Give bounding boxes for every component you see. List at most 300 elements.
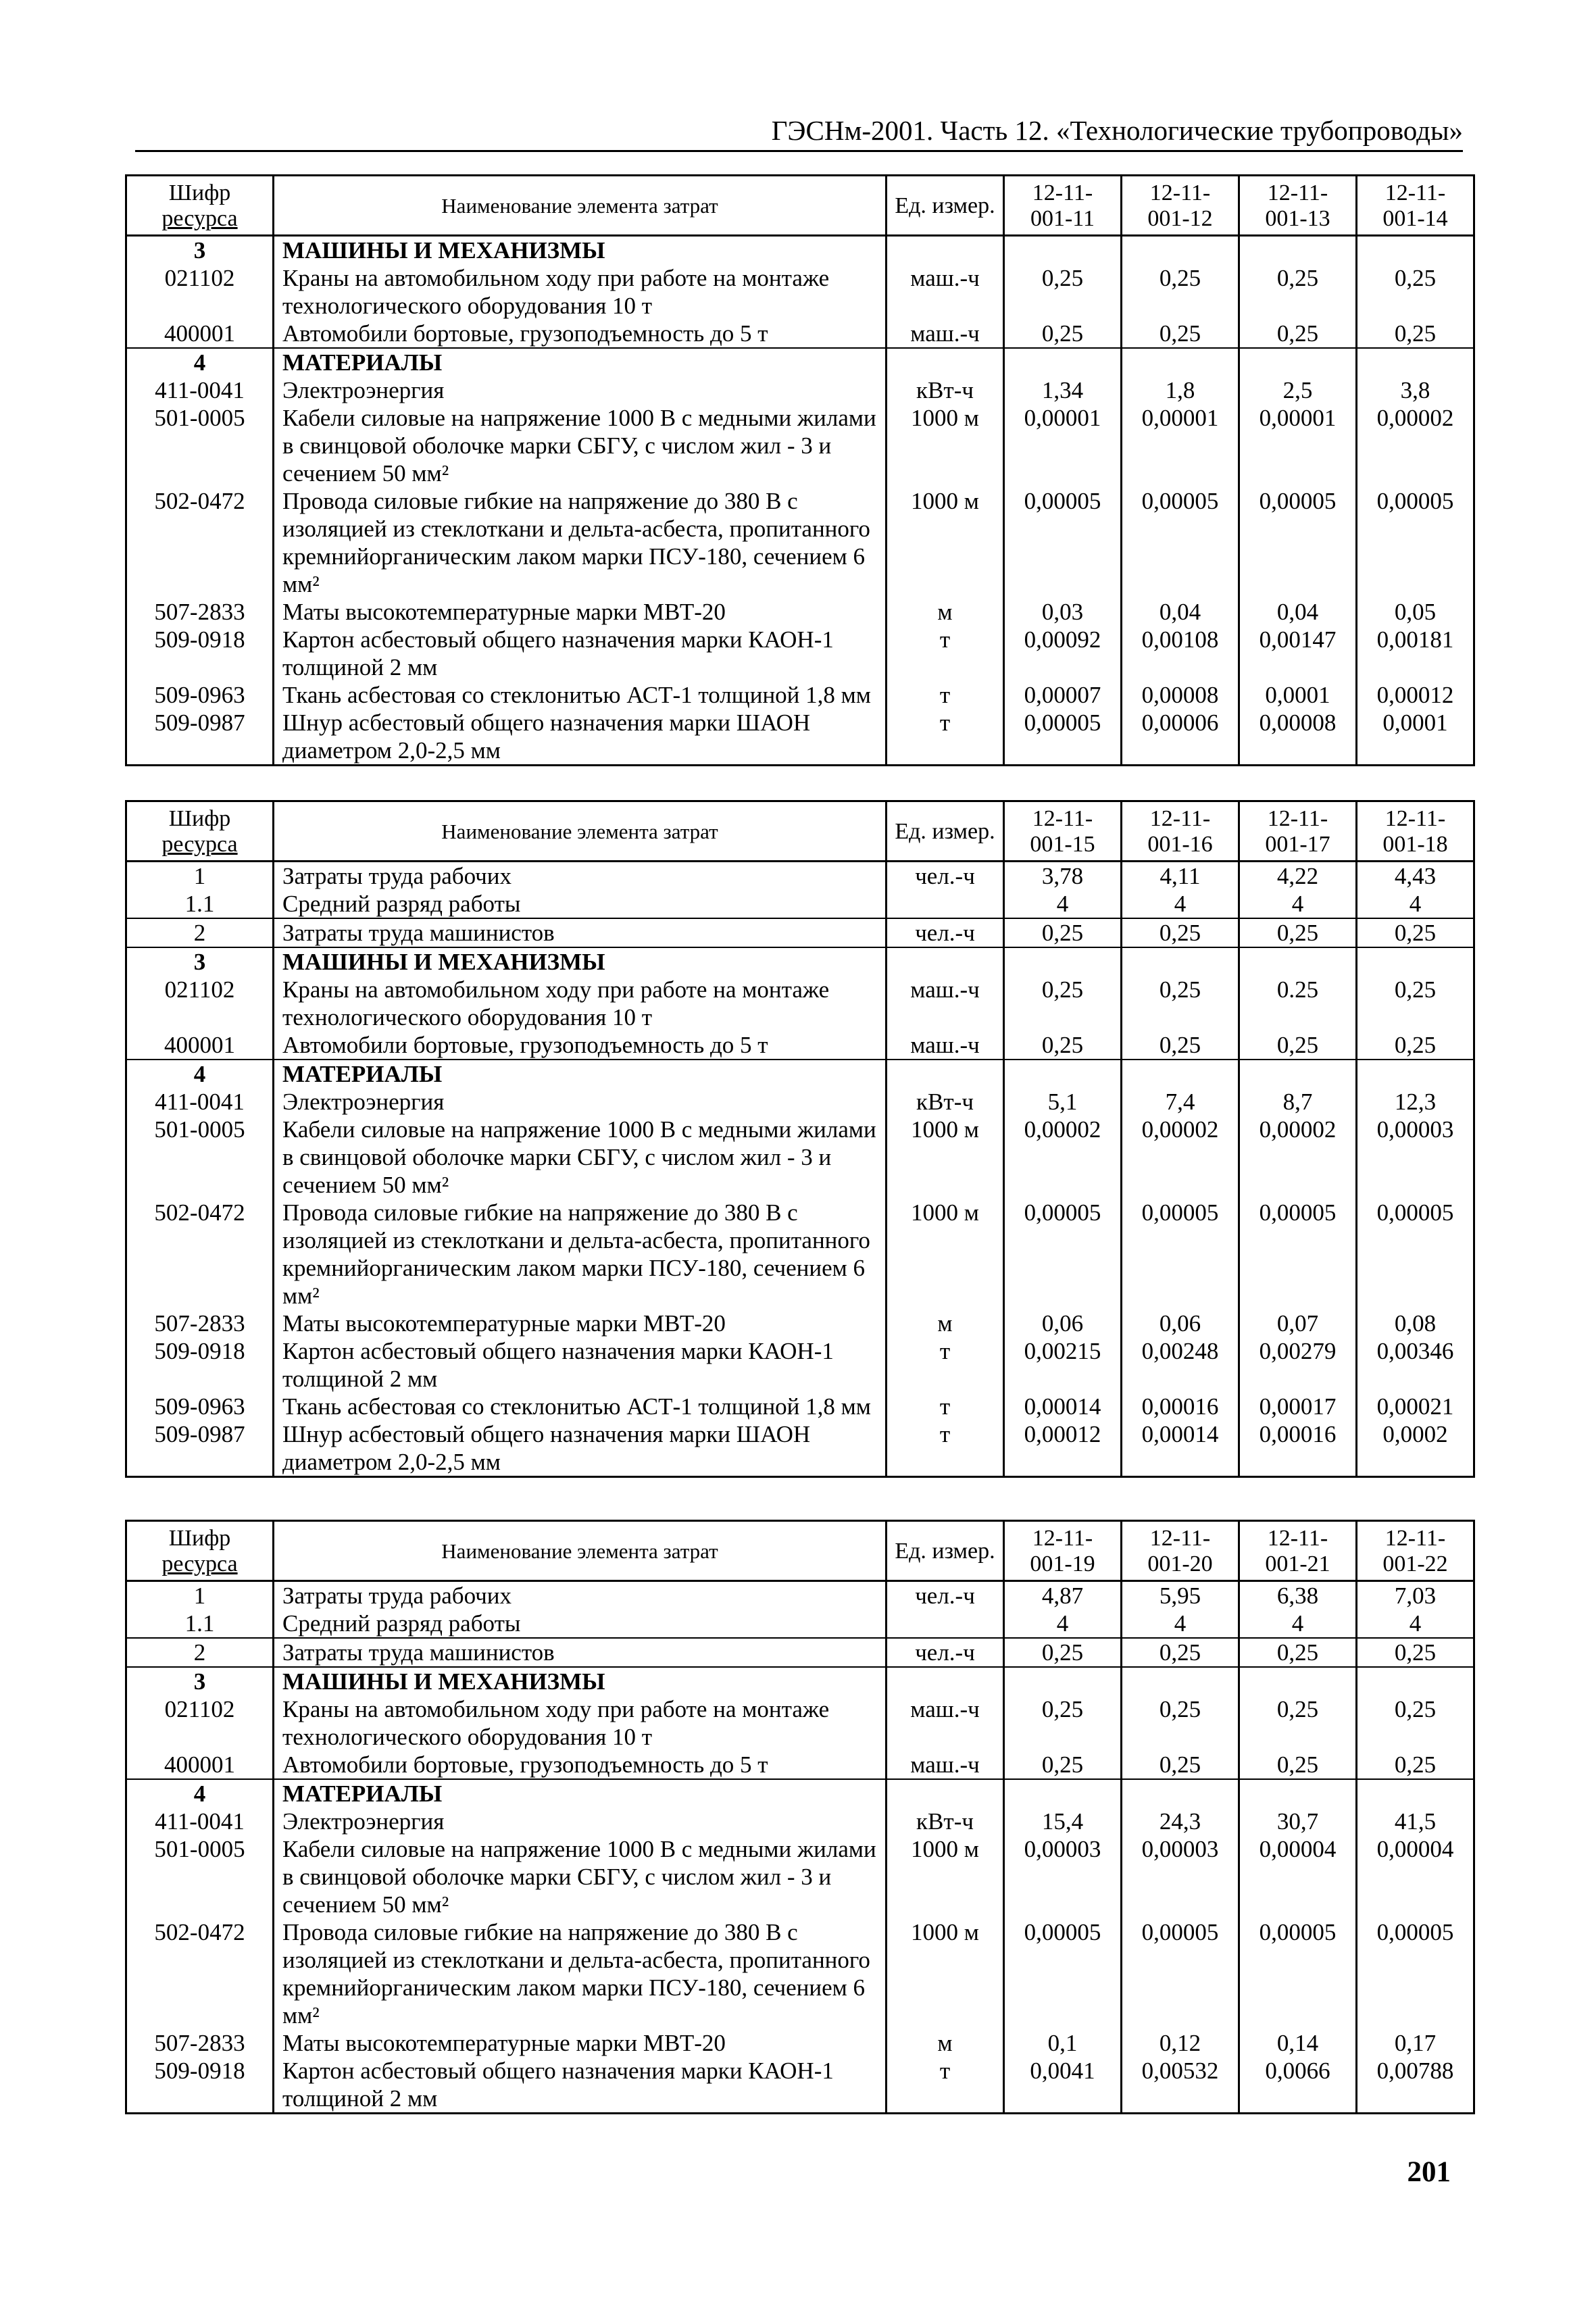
value-cell: 0,00002 [1122, 1116, 1239, 1199]
resource-code-cell: 4 [126, 1779, 274, 1808]
value-cell: 0,00005 [1122, 487, 1239, 598]
value-cell [1122, 1667, 1239, 1695]
value-cell: 0,25 [1357, 976, 1474, 1031]
table-row [126, 1420, 1474, 1477]
norm-code-line1: 12-11- [1032, 180, 1093, 205]
unit-cell: кВт-ч [887, 1088, 1004, 1116]
value-cell: 0,07 [1239, 1310, 1357, 1337]
resource-code-cell: 502-0472 [126, 1199, 274, 1310]
unit-cell [887, 890, 1004, 918]
value-cell [1239, 348, 1357, 376]
resource-code-cell: 502-0472 [126, 1918, 274, 2029]
header-code-line2: ресурса [161, 1551, 238, 1576]
resource-code-cell: 501-0005 [126, 404, 274, 487]
value-cell: 0,00005 [1357, 1199, 1474, 1310]
header-name-cell: Наименование элемента затрат [274, 1521, 887, 1581]
resource-code-cell: 3 [126, 1667, 274, 1695]
norm-code-line2: 001-16 [1147, 832, 1213, 857]
table-row [126, 1610, 1474, 1638]
cost-element-name-cell: Электроэнергия [274, 376, 887, 404]
value-cell: 0,25 [1004, 1695, 1122, 1751]
header-unit-cell: Ед. измер. [887, 801, 1004, 862]
resource-code-cell: 021102 [126, 264, 274, 320]
table-row [126, 1031, 1474, 1060]
value-cell [1357, 1779, 1474, 1808]
value-cell: 0,25 [1239, 1031, 1357, 1060]
header-norm-code-cell [1239, 801, 1357, 862]
table-row [126, 709, 1474, 766]
value-cell: 4,11 [1122, 862, 1239, 891]
cost-element-name-cell: Краны на автомобильном ходу при работе на монтаже технологического оборудования 10 т [274, 976, 887, 1031]
value-cell: 4,22 [1239, 862, 1357, 891]
value-cell: 0,25 [1004, 1638, 1122, 1667]
value-cell [1357, 1060, 1474, 1088]
table-row [126, 376, 1474, 404]
value-cell: 0,00001 [1004, 404, 1122, 487]
value-cell: 0,00181 [1357, 626, 1474, 681]
cost-element-name-cell: Автомобили бортовые, грузоподъемность до 5 т [274, 1751, 887, 1779]
value-cell [1122, 1779, 1239, 1808]
value-cell: 0,25 [1357, 264, 1474, 320]
value-cell [1357, 348, 1474, 376]
unit-cell: кВт-ч [887, 376, 1004, 404]
value-cell: 0,00016 [1122, 1393, 1239, 1420]
unit-cell: чел.-ч [887, 862, 1004, 891]
header-norm-code-cell [1004, 1521, 1122, 1581]
cost-element-name-cell: Автомобили бортовые, грузоподъемность до 5 т [274, 320, 887, 348]
table-row [126, 1779, 1474, 1808]
resource-code-cell: 509-0987 [126, 709, 274, 766]
cost-element-name-cell: Картон асбестовый общего назначения марки КАОН-1 толщиной 2 мм [274, 2057, 887, 2114]
unit-cell: 1000 м [887, 487, 1004, 598]
cost-element-name-cell: МАШИНЫ И МЕХАНИЗМЫ [274, 236, 887, 265]
value-cell: 0,00005 [1004, 487, 1122, 598]
table-row [126, 976, 1474, 1031]
header-norm-code-cell [1239, 1521, 1357, 1581]
value-cell: 0,25 [1357, 918, 1474, 947]
unit-cell [887, 1667, 1004, 1695]
table-row [126, 862, 1474, 891]
cost-element-name-cell: Маты высокотемпературные марки МВТ-20 [274, 1310, 887, 1337]
table-row [126, 681, 1474, 709]
value-cell: 0,00007 [1004, 681, 1122, 709]
unit-cell: маш.-ч [887, 1031, 1004, 1060]
value-cell [1239, 947, 1357, 976]
resource-code-cell: 507-2833 [126, 598, 274, 626]
unit-cell: 1000 м [887, 1835, 1004, 1918]
value-cell: 0,25 [1239, 1695, 1357, 1751]
value-cell: 0,06 [1122, 1310, 1239, 1337]
resource-code-cell: 509-0918 [126, 2057, 274, 2114]
header-code-line1: Шифр [168, 180, 231, 205]
table-row [126, 918, 1474, 947]
resource-code-cell: 509-0963 [126, 1393, 274, 1420]
table-row [126, 1060, 1474, 1088]
header-norm-code-cell [1357, 1521, 1474, 1581]
norm-code-line2: 001-12 [1147, 206, 1213, 231]
value-cell: 0,00002 [1357, 404, 1474, 487]
cost-element-name-cell: Затраты труда машинистов [274, 1638, 887, 1667]
norm-code-line2: 001-18 [1382, 832, 1448, 857]
value-cell: 4,87 [1004, 1581, 1122, 1610]
unit-cell: 1000 м [887, 1116, 1004, 1199]
table-row [126, 1695, 1474, 1751]
value-cell: 0,08 [1357, 1310, 1474, 1337]
cost-element-name-cell: Картон асбестовый общего назначения марки КАОН-1 толщиной 2 мм [274, 626, 887, 681]
value-cell: 0,00005 [1122, 1199, 1239, 1310]
table-row [126, 1751, 1474, 1779]
unit-cell: м [887, 598, 1004, 626]
table-row [126, 1393, 1474, 1420]
header-name-cell: Наименование элемента затрат [274, 801, 887, 862]
value-cell: 0,25 [1357, 1695, 1474, 1751]
header-norm-code-cell [1122, 801, 1239, 862]
unit-cell: т [887, 1420, 1004, 1477]
header-unit-cell: Ед. измер. [887, 176, 1004, 236]
cost-element-name-cell: Электроэнергия [274, 1088, 887, 1116]
cost-element-name-cell: МАТЕРИАЛЫ [274, 1779, 887, 1808]
cost-element-name-cell: Маты высокотемпературные марки МВТ-20 [274, 598, 887, 626]
resource-code-cell: 2 [126, 1638, 274, 1667]
unit-cell [887, 1779, 1004, 1808]
table-row [126, 1337, 1474, 1393]
unit-cell: т [887, 1393, 1004, 1420]
table-row [126, 890, 1474, 918]
value-cell: 7,4 [1122, 1088, 1239, 1116]
value-cell: 0,04 [1122, 598, 1239, 626]
resource-code-cell: 507-2833 [126, 2029, 274, 2057]
value-cell: 2,5 [1239, 376, 1357, 404]
page-header: ГЭСНм-2001. Часть 12. «Технологические трубопроводы» [771, 115, 1463, 146]
value-cell: 0,0002 [1357, 1420, 1474, 1477]
value-cell: 0,00005 [1239, 1199, 1357, 1310]
value-cell: 0,25 [1122, 1751, 1239, 1779]
value-cell: 0.25 [1239, 976, 1357, 1031]
unit-cell: маш.-ч [887, 1695, 1004, 1751]
value-cell: 24,3 [1122, 1808, 1239, 1835]
value-cell: 0,14 [1239, 2029, 1357, 2057]
table-row [126, 1808, 1474, 1835]
value-cell [1239, 236, 1357, 265]
norm-code-line2: 001-21 [1265, 1551, 1330, 1576]
value-cell: 0,25 [1004, 264, 1122, 320]
value-cell: 0,00008 [1122, 681, 1239, 709]
table-row [126, 2057, 1474, 2114]
value-cell: 7,03 [1357, 1581, 1474, 1610]
value-cell: 0,25 [1239, 918, 1357, 947]
norm-code-line1: 12-11- [1385, 180, 1446, 205]
value-cell [1004, 1060, 1122, 1088]
cost-element-name-cell: Ткань асбестовая со стеклонитью АСТ-1 толщиной 1,8 мм [274, 681, 887, 709]
table-row [126, 598, 1474, 626]
norms-table-1 [125, 174, 1475, 766]
table-row [126, 1088, 1474, 1116]
value-cell: 0,00005 [1239, 487, 1357, 598]
norm-code-line2: 001-20 [1147, 1551, 1213, 1576]
value-cell: 0,03 [1004, 598, 1122, 626]
value-cell: 0,25 [1122, 976, 1239, 1031]
value-cell: 0,00279 [1239, 1337, 1357, 1393]
cost-element-name-cell: Шнур асбестовый общего назначения марки ШАОН диаметром 2,0-2,5 мм [274, 709, 887, 766]
header-rule [135, 150, 1463, 152]
value-cell: 0,00003 [1004, 1835, 1122, 1918]
value-cell: 0,25 [1357, 320, 1474, 348]
value-cell: 0,00006 [1122, 709, 1239, 766]
value-cell: 41,5 [1357, 1808, 1474, 1835]
header-norm-code-cell [1004, 801, 1122, 862]
value-cell: 5,1 [1004, 1088, 1122, 1116]
value-cell: 4,43 [1357, 862, 1474, 891]
value-cell: 0,25 [1239, 1751, 1357, 1779]
unit-cell [887, 1610, 1004, 1638]
cost-element-name-cell: Затраты труда рабочих [274, 1581, 887, 1610]
resource-code-cell: 4 [126, 348, 274, 376]
norm-code-line1: 12-11- [1032, 1526, 1093, 1551]
cost-element-name-cell: Провода силовые гибкие на напряжение до 380 В с изоляцией из стеклоткани и дельта-асбеста, пропитанного кремнийорганическим лаком марки ПСУ-180, сечением 6 мм² [274, 1918, 887, 2029]
cost-element-name-cell: Затраты труда машинистов [274, 918, 887, 947]
value-cell: 0,25 [1357, 1751, 1474, 1779]
value-cell: 0,1 [1004, 2029, 1122, 2057]
norm-code-line2: 001-15 [1030, 832, 1095, 857]
value-cell: 0,0001 [1239, 681, 1357, 709]
table-row [126, 1116, 1474, 1199]
value-cell: 12,3 [1357, 1088, 1474, 1116]
table-row [126, 1199, 1474, 1310]
unit-cell: чел.-ч [887, 918, 1004, 947]
value-cell [1239, 1779, 1357, 1808]
table-row [126, 404, 1474, 487]
unit-cell: маш.-ч [887, 976, 1004, 1031]
value-cell: 0,25 [1122, 1638, 1239, 1667]
resource-code-cell: 1.1 [126, 890, 274, 918]
value-cell: 0,00012 [1004, 1420, 1122, 1477]
value-cell: 0,00008 [1239, 709, 1357, 766]
value-cell: 4 [1004, 1610, 1122, 1638]
resource-code-cell: 509-0918 [126, 1337, 274, 1393]
table-header-row [126, 1521, 1474, 1581]
value-cell: 0,25 [1239, 320, 1357, 348]
unit-cell: маш.-ч [887, 1751, 1004, 1779]
resource-code-cell: 400001 [126, 1751, 274, 1779]
value-cell [1122, 236, 1239, 265]
value-cell: 0,17 [1357, 2029, 1474, 2057]
value-cell: 6,38 [1239, 1581, 1357, 1610]
resource-code-cell: 1 [126, 1581, 274, 1610]
value-cell [1239, 1667, 1357, 1695]
header-name-cell: Наименование элемента затрат [274, 176, 887, 236]
value-cell: 0,0041 [1004, 2057, 1122, 2114]
value-cell: 0,0066 [1239, 2057, 1357, 2114]
header-code-line1: Шифр [168, 1526, 231, 1551]
value-cell: 1,34 [1004, 376, 1122, 404]
value-cell: 0,00788 [1357, 2057, 1474, 2114]
value-cell: 0,00002 [1004, 1116, 1122, 1199]
value-cell: 0,00005 [1004, 1918, 1122, 2029]
value-cell [1004, 1667, 1122, 1695]
value-cell [1004, 947, 1122, 976]
unit-cell: чел.-ч [887, 1581, 1004, 1610]
norm-code-line1: 12-11- [1149, 806, 1211, 831]
value-cell [1357, 236, 1474, 265]
cost-element-name-cell: Краны на автомобильном ходу при работе на монтаже технологического оборудования 10 т [274, 1695, 887, 1751]
value-cell: 4 [1239, 890, 1357, 918]
resource-code-cell: 3 [126, 236, 274, 265]
norm-code-line1: 12-11- [1149, 1526, 1211, 1551]
unit-cell: т [887, 709, 1004, 766]
value-cell [1004, 236, 1122, 265]
table-row [126, 947, 1474, 976]
table-header-row [126, 176, 1474, 236]
unit-cell: м [887, 2029, 1004, 2057]
table-row [126, 1835, 1474, 1918]
value-cell: 0,00004 [1239, 1835, 1357, 1918]
value-cell: 0,00001 [1122, 404, 1239, 487]
cost-element-name-cell: Электроэнергия [274, 1808, 887, 1835]
value-cell: 5,95 [1122, 1581, 1239, 1610]
unit-cell: 1000 м [887, 404, 1004, 487]
cost-element-name-cell: МАШИНЫ И МЕХАНИЗМЫ [274, 1667, 887, 1695]
norm-code-line1: 12-11- [1385, 806, 1446, 831]
header-code-line1: Шифр [168, 806, 231, 831]
header-code-line2: ресурса [161, 832, 238, 857]
table-header-row [126, 801, 1474, 862]
norm-code-line1: 12-11- [1385, 1526, 1446, 1551]
value-cell: 4 [1122, 890, 1239, 918]
cost-element-name-cell: Провода силовые гибкие на напряжение до 380 В с изоляцией из стеклоткани и дельта-асбеста, пропитанного кремнийорганическим лаком марки ПСУ-180, сечением 6 мм² [274, 1199, 887, 1310]
header-norm-code-cell [1239, 176, 1357, 236]
value-cell [1122, 1060, 1239, 1088]
value-cell: 0,00005 [1004, 709, 1122, 766]
norm-code-line2: 001-22 [1382, 1551, 1448, 1576]
value-cell: 0,25 [1122, 918, 1239, 947]
value-cell: 0,25 [1004, 976, 1122, 1031]
norm-code-line2: 001-14 [1382, 206, 1448, 231]
unit-cell: кВт-ч [887, 1808, 1004, 1835]
value-cell: 0,00003 [1122, 1835, 1239, 1918]
value-cell: 0,05 [1357, 598, 1474, 626]
value-cell: 3,8 [1357, 376, 1474, 404]
norm-code-line1: 12-11- [1032, 806, 1093, 831]
value-cell: 0,25 [1004, 918, 1122, 947]
table-row [126, 1310, 1474, 1337]
value-cell [1357, 1667, 1474, 1695]
value-cell: 0,25 [1239, 1638, 1357, 1667]
value-cell: 3,78 [1004, 862, 1122, 891]
table-row [126, 2029, 1474, 2057]
header-norm-code-cell [1357, 801, 1474, 862]
header-norm-code-cell [1004, 176, 1122, 236]
value-cell: 0,00001 [1239, 404, 1357, 487]
value-cell: 4 [1004, 890, 1122, 918]
resource-code-cell: 4 [126, 1060, 274, 1088]
cost-element-name-cell: Кабели силовые на напряжение 1000 В с медными жилами в свинцовой оболочке марки СБГУ, с числом жил - 3 и сечением 50 мм² [274, 1835, 887, 1918]
unit-cell [887, 947, 1004, 976]
cost-element-name-cell: Провода силовые гибкие на напряжение до 380 В с изоляцией из стеклоткани и дельта-асбеста, пропитанного кремнийорганическим лаком марки ПСУ-180, сечением 6 мм² [274, 487, 887, 598]
value-cell: 0,04 [1239, 598, 1357, 626]
value-cell: 0,00004 [1357, 1835, 1474, 1918]
table-row [126, 487, 1474, 598]
value-cell: 0,25 [1122, 1031, 1239, 1060]
cost-element-name-cell: Шнур асбестовый общего назначения марки ШАОН диаметром 2,0-2,5 мм [274, 1420, 887, 1477]
resource-code-cell: 021102 [126, 976, 274, 1031]
unit-cell [887, 1060, 1004, 1088]
value-cell: 0,00147 [1239, 626, 1357, 681]
header-code-cell [126, 176, 274, 236]
header-unit-cell: Ед. измер. [887, 1521, 1004, 1581]
value-cell: 0,25 [1239, 264, 1357, 320]
header-code-cell [126, 801, 274, 862]
unit-cell: т [887, 1337, 1004, 1393]
value-cell: 0,25 [1004, 1031, 1122, 1060]
value-cell: 0,25 [1004, 320, 1122, 348]
cost-element-name-cell: МАШИНЫ И МЕХАНИЗМЫ [274, 947, 887, 976]
resource-code-cell: 2 [126, 918, 274, 947]
table-row [126, 320, 1474, 348]
norm-code-line2: 001-13 [1265, 206, 1330, 231]
value-cell: 0,25 [1122, 320, 1239, 348]
value-cell [1239, 1060, 1357, 1088]
value-cell: 0,00014 [1004, 1393, 1122, 1420]
value-cell: 0,00005 [1004, 1199, 1122, 1310]
cost-element-name-cell: Кабели силовые на напряжение 1000 В с медными жилами в свинцовой оболочке марки СБГУ, с числом жил - 3 и сечением 50 мм² [274, 1116, 887, 1199]
unit-cell: т [887, 2057, 1004, 2114]
table-row [126, 1638, 1474, 1667]
header-norm-code-cell [1122, 1521, 1239, 1581]
resource-code-cell: 411-0041 [126, 1808, 274, 1835]
unit-cell: т [887, 681, 1004, 709]
cost-element-name-cell: Краны на автомобильном ходу при работе на монтаже технологического оборудования 10 т [274, 264, 887, 320]
value-cell: 0,25 [1357, 1031, 1474, 1060]
value-cell [1004, 348, 1122, 376]
resource-code-cell: 021102 [126, 1695, 274, 1751]
value-cell [1004, 1779, 1122, 1808]
value-cell: 0,00346 [1357, 1337, 1474, 1393]
value-cell: 0,0001 [1357, 709, 1474, 766]
norm-code-line1: 12-11- [1149, 180, 1211, 205]
norm-code-line1: 12-11- [1267, 180, 1328, 205]
table-row [126, 626, 1474, 681]
value-cell: 4 [1239, 1610, 1357, 1638]
cost-element-name-cell: Маты высокотемпературные марки МВТ-20 [274, 2029, 887, 2057]
unit-cell: м [887, 1310, 1004, 1337]
resource-code-cell: 507-2833 [126, 1310, 274, 1337]
value-cell: 15,4 [1004, 1808, 1122, 1835]
value-cell: 0,06 [1004, 1310, 1122, 1337]
resource-code-cell: 400001 [126, 320, 274, 348]
value-cell: 1,8 [1122, 376, 1239, 404]
norms-table-2 [125, 800, 1475, 1478]
cost-element-name-cell: Кабели силовые на напряжение 1000 В с медными жилами в свинцовой оболочке марки СБГУ, с числом жил - 3 и сечением 50 мм² [274, 404, 887, 487]
value-cell [1122, 947, 1239, 976]
unit-cell: маш.-ч [887, 264, 1004, 320]
value-cell [1122, 348, 1239, 376]
unit-cell: т [887, 626, 1004, 681]
unit-cell: маш.-ч [887, 320, 1004, 348]
resource-code-cell: 1 [126, 862, 274, 891]
cost-element-name-cell: Средний разряд работы [274, 890, 887, 918]
cost-element-name-cell: Картон асбестовый общего назначения марки КАОН-1 толщиной 2 мм [274, 1337, 887, 1393]
value-cell: 0,00005 [1357, 487, 1474, 598]
resource-code-cell: 411-0041 [126, 376, 274, 404]
table-row [126, 348, 1474, 376]
cost-element-name-cell: Средний разряд работы [274, 1610, 887, 1638]
value-cell: 4 [1357, 1610, 1474, 1638]
table-row [126, 1918, 1474, 2029]
header-norm-code-cell [1357, 176, 1474, 236]
resource-code-cell: 501-0005 [126, 1116, 274, 1199]
resource-code-cell: 3 [126, 947, 274, 976]
value-cell: 0,00014 [1122, 1420, 1239, 1477]
